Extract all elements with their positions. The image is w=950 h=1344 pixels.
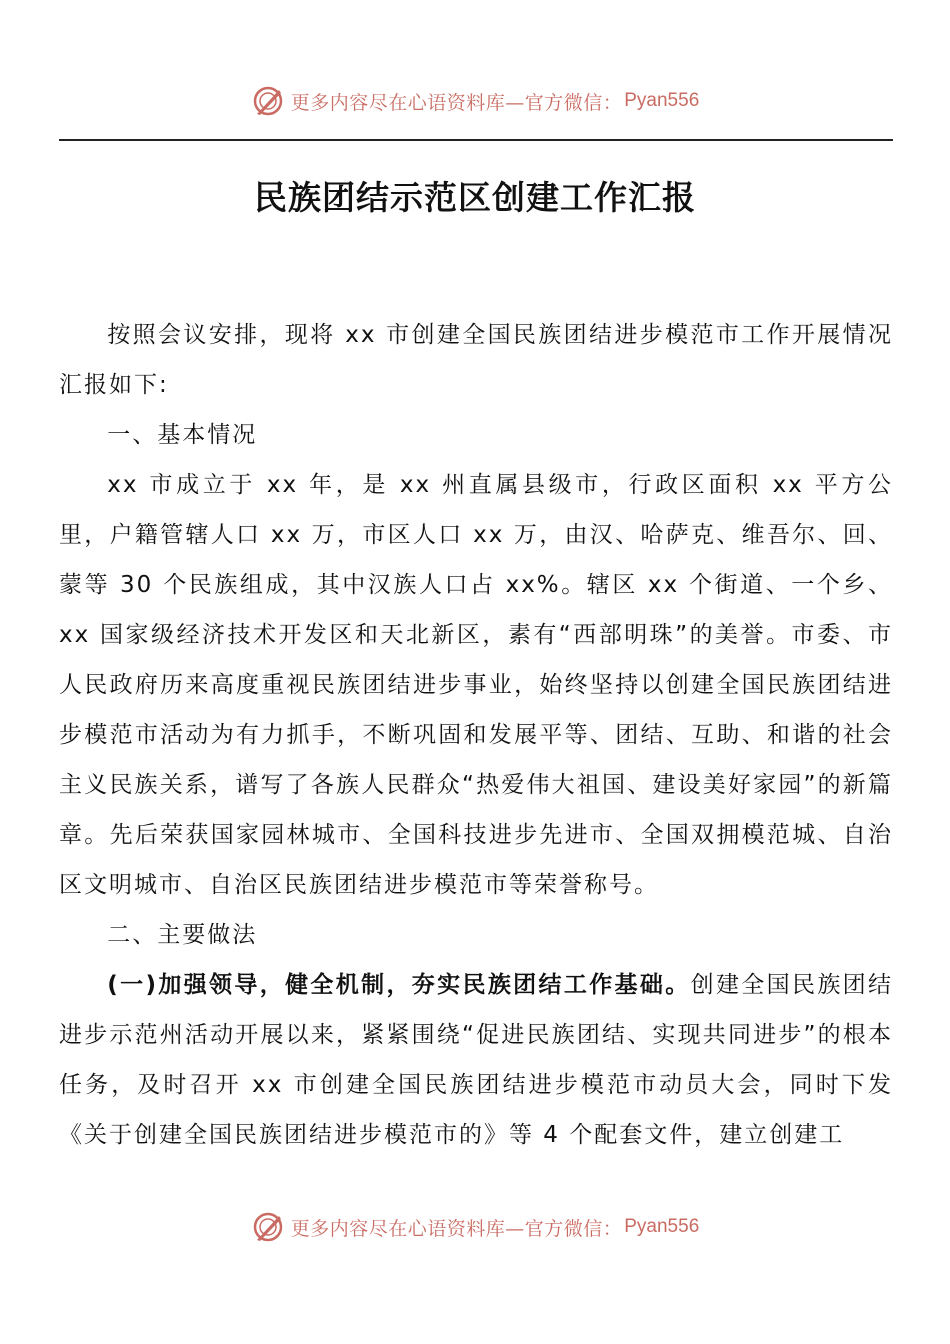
section-heading-basic: 一、基本情况 (107, 422, 258, 448)
header-banner (0, 84, 950, 118)
intro-paragraph: 按照会议安排，现将 xx 市创建全国民族团结进步模范市工作开展情况汇报如下: (59, 322, 893, 398)
banner-text: 更多内容尽在心语资料库—官方微信： (290, 91, 623, 114)
banner-wechat-id: Pyan556 (624, 90, 700, 111)
header-divider (59, 139, 893, 141)
document-title: 民族团结示范区创建工作汇报 (254, 178, 696, 217)
section-heading-methods: 二、主要做法 (107, 922, 258, 948)
pen-circle-logo-icon (251, 84, 285, 118)
subsection-body: 创建全国民族团结进步示范州活动开展以来，紧紧围绕“促进民族团结、实现共同进步”的根本任务，及时召开 xx 市创建全国民族团结进步模范市动员大会，同时下发《关于创建全国民族团结进步模范市的》等 4 个配套文件，建立创建工 (59, 972, 894, 1148)
document-body (59, 310, 893, 1160)
footer-banner-wechat-id: Pyan556 (624, 1216, 700, 1237)
subsection-lead: (一)加强领导，健全机制，夯实民族团结工作基础。 (107, 972, 691, 998)
section-paragraph-basic: xx 市成立于 xx 年，是 xx 州直属县级市，行政区面积 xx 平方公里，户籍管辖人口 xx 万，市区人口 xx 万，由汉、哈萨克、维吾尔、回、蒙等 30 个民族组成，其中汉族人口占 xx%。辖区 xx 个街道、一个乡、xx 国家级经济技术开发区和天北新区，素有“西部明珠”的美誉。市委、市人民政府历来高度重视民族团结进步事业，始终坚持以创建全国民族团结进步模范市活动为有力抓手，不断巩固和发展平等、团结、互助、和谐的社会主义民族关系，谱写了各族人民群众“热爱伟大祖国、建设美好家园”的新篇章。先后荣获国家园林城市、全国科技进步先进市、全国双拥模范城、自治区文明城市、自治区民族团结进步模范市等荣誉称号。 (59, 472, 893, 898)
section-paragraph-methods (59, 960, 893, 1160)
footer-banner-text: 更多内容尽在心语资料库—官方微信： (290, 1217, 623, 1240)
pen-circle-logo-icon (251, 1210, 285, 1244)
footer-banner (0, 1210, 950, 1244)
